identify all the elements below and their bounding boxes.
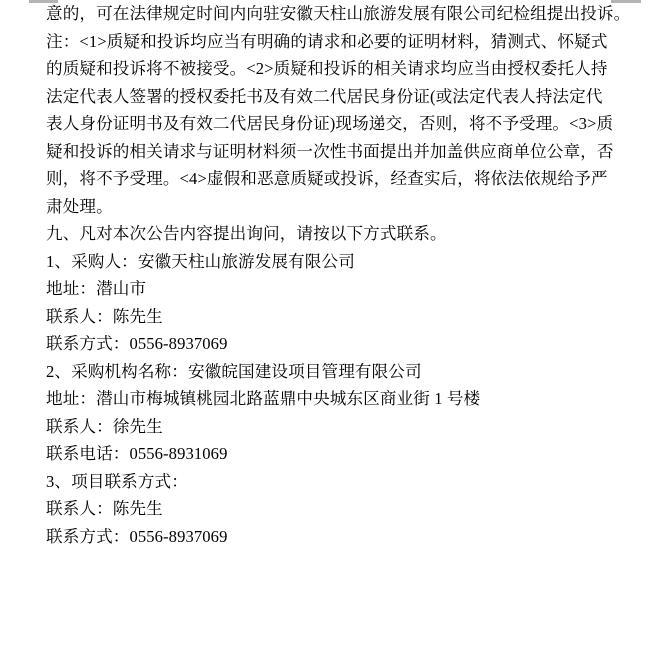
text-line: 地址：潜山市梅城镇桃园北路蓝鼎中央城东区商业街 1 号楼 xyxy=(46,389,481,408)
text-line: 肃处理。 xyxy=(46,196,113,216)
text-line: 表人身份证明书及有效二代居民身份证)现场递交，否则，将不予受理。<3>质 xyxy=(46,114,614,133)
text-line: 联系人：徐先生 xyxy=(46,416,163,436)
text-line: 联系人：陈先生 xyxy=(46,499,163,518)
document-text-block xyxy=(46,0,636,550)
text-line: 1、采购人：安徽天柱山旅游发展有限公司 xyxy=(46,251,355,271)
text-line: 意的，可在法律规定时间内向驻安徽天柱山旅游发展有限公司纪检组提出投诉。 xyxy=(46,4,631,23)
text-line: 3、项目联系方式： xyxy=(46,471,188,491)
text-line: 2、采购机构名称：安徽皖国建设项目管理有限公司 xyxy=(46,361,422,381)
text-line: 地址：潜山市 xyxy=(46,279,147,298)
text-line: 联系人：陈先生 xyxy=(46,306,163,326)
text-line: 联系方式：0556-8937069 xyxy=(46,334,228,353)
text-line: 九、凡对本次公告内容提出询问，请按以下方式联系。 xyxy=(46,224,447,243)
text-line: 的质疑和投诉将不被接受。<2>质疑和投诉的相关请求均应当由授权委托人持 xyxy=(46,59,608,78)
text-line: 注：<1>质疑和投诉均应当有明确的请求和必要的证明材料，猜测式、怀疑式 xyxy=(46,31,608,51)
text-line: 联系电话：0556-8931069 xyxy=(46,444,228,463)
text-line: 联系方式：0556-8937069 xyxy=(46,526,228,546)
text-line: 疑和投诉的相关请求与证明材料须一次性书面提出并加盖供应商单位公章，否 xyxy=(46,141,614,161)
text-line: 法定代表人签署的授权委托书及有效二代居民身份证(或法定代表人持法定代 xyxy=(46,86,603,106)
text-line: 则，将不予受理。<4>虚假和恶意质疑或投诉，经查实后，将依法依规给予严 xyxy=(46,169,608,188)
